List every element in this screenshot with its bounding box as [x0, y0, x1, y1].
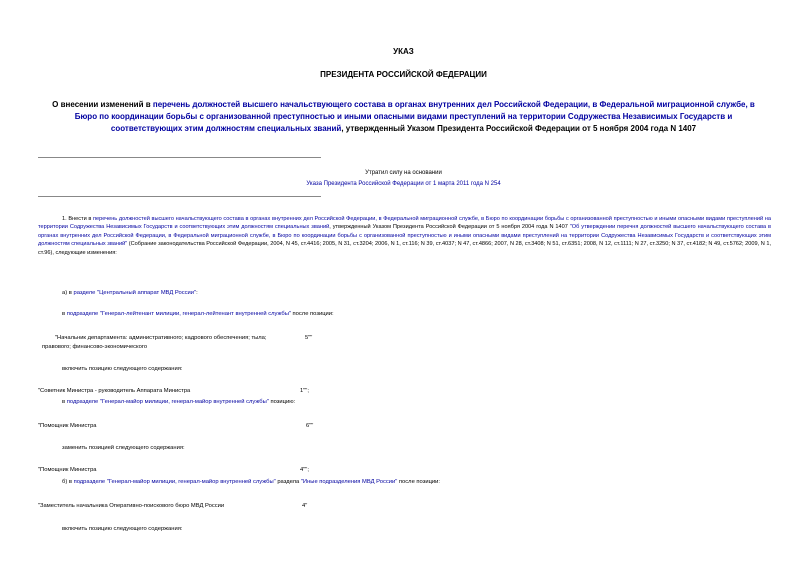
item-b-link2[interactable]: "Иные подразделения МВД России" [300, 479, 398, 485]
sub2-suffix: позицию: [268, 399, 296, 405]
subsection-1 [62, 311, 334, 317]
p1-decree-link[interactable]: "Об утверждении перечня должностей высшего начальствующего состава в органах внутренних дел Российской Федерации, в Федеральной миграционной службе, в Бюро по координации борьбы с организованной преступностью и иными опасными видами преступлений на территории Содружества Независимых Государств и соответствующих этим должностям специальных званий" [38, 224, 772, 248]
issuer-heading: ПРЕЗИДЕНТА РОССИЙСКОЙ ФЕДЕРАЦИИ [320, 70, 487, 79]
position-1-line2: правового; финансово-экономического [42, 344, 148, 350]
item-b-mid: раздела [275, 479, 301, 485]
p1-tail: (Собрание законодательства Российской Федерации, 2004, N 45, ст.4416; 2005, N 31, ст.3204; 2006, N 1, ст.116; N 39, ст.4037; N 47, ст.4866; 2007, N 28, ст.3408; N 51, ст.6351; 2008, N 12, ст.1111; N 27, ст.3250; N 37, ст.4182; N 49, ст.5762; 2009, N 1, ст.96), следующие изменения: [38, 241, 771, 256]
assistant-position-old: "Помощник Министра [38, 423, 97, 429]
lost-force-note: Утратил силу на основании [365, 170, 442, 176]
include-2: включить позицию следующего содержания: [62, 526, 183, 532]
item-b-prefix: б) в [62, 479, 74, 485]
advisor-num: 1""; [300, 388, 309, 394]
deputy-position: "Заместитель начальника Оперативно-поискового бюро МВД России [38, 503, 225, 509]
sub2-prefix: в [62, 399, 67, 405]
pos1-num: 5"" [305, 335, 313, 341]
position-1-line1 [55, 335, 267, 341]
replace-note: заменить позицией следующего содержания: [62, 445, 185, 451]
lost-force-link[interactable]: Указа Президента Российской Федерации от 1 марта 2011 года N 254 [306, 181, 501, 187]
sub2-link[interactable]: подразделе "Генерал-майор милиции, генерал-майор внутренней службы" [66, 399, 269, 405]
p1-list-link[interactable]: перечень должностей высшего начальствующего состава в органах внутренних дел Российской Федерации, в Федеральной миграционной службе, в Бюро по координации борьбы с организованной преступностью и иными опасными видами преступлений на территории Содружества Независимых Государств и соответствующих этим должностям специальных званий [38, 216, 771, 231]
assistant-num-new: 4""; [300, 467, 309, 473]
item-a-link[interactable]: разделе "Центральный аппарат МВД России" [73, 290, 197, 296]
include-1: включить позицию следующего содержания: [62, 366, 183, 372]
decree-heading: УКАЗ [393, 47, 414, 56]
paragraph-1 [38, 215, 771, 257]
divider-bottom [38, 196, 321, 197]
assistant-position-new: "Помощник Министра [38, 467, 97, 473]
pos1-text: "Начальник департамента: административного; кадрового обеспечения; тыла; [55, 335, 267, 341]
p1-mid: , утвержденный Указом Президента Российской Федерации от 5 ноября 2004 года N 1407 [329, 224, 570, 231]
item-a-prefix: а) в [62, 290, 74, 296]
item-a-suffix: : [196, 290, 198, 296]
title-prefix: О внесении изменений в [52, 100, 153, 109]
divider-top [38, 157, 321, 158]
document-title [40, 99, 767, 135]
sub1-suffix: после позиции: [290, 311, 334, 317]
assistant-num-old: 6"" [306, 423, 314, 429]
p1-intro: 1. Внести в [62, 216, 94, 222]
advisor-position: "Советник Министра - руководитель Аппарата Министра [38, 388, 191, 394]
title-suffix: , утвержденный Указом Президента Российской Федерации от 5 ноября 2004 года N 1407 [341, 124, 697, 133]
item-a [62, 290, 198, 296]
item-b-link1[interactable]: подразделе "Генерал-майор милиции, генерал-майор внутренней службы" [73, 479, 276, 485]
title-link[interactable]: перечень должностей высшего начальствующего состава в органах внутренних дел Российской Федерации, в Федеральной миграционной службе, в Бюро по координации борьбы с организованной преступностью и иными опасными видами преступлений на территории Содружества Независимых Государств и соответствующих этим должностям специальных званий [74, 100, 755, 133]
item-b-suffix: после позиции: [397, 479, 441, 485]
sub1-link[interactable]: подразделе "Генерал-лейтенант милиции, генерал-лейтенант внутренней службы" [66, 311, 291, 317]
item-b [62, 479, 440, 485]
deputy-num: 4" [302, 503, 308, 509]
sub1-prefix: в [62, 311, 67, 317]
subsection-2 [62, 399, 295, 405]
